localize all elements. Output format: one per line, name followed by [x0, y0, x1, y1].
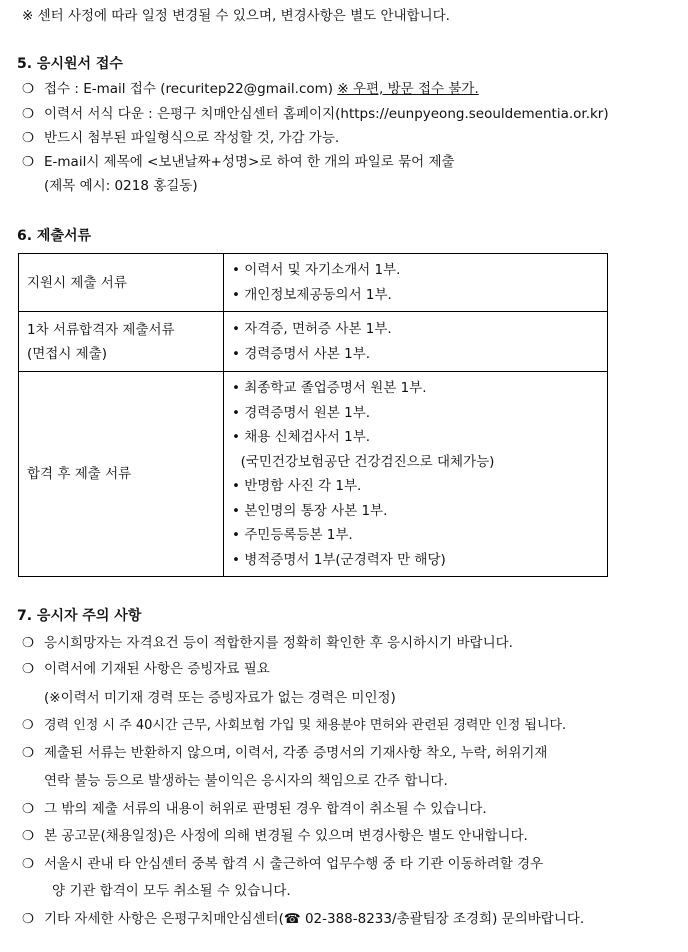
- row-items: • 이력서 및 자기소개서 1부. • 개인정보제공동의서 1부.: [224, 254, 608, 312]
- documents-table: [18, 253, 608, 577]
- table-row: [19, 312, 608, 372]
- section7-item-3: [22, 744, 547, 762]
- section5-title: 5. 응시원서 접수: [17, 56, 123, 72]
- section7-item-3-continuation: 연락 불능 등으로 발생하는 불이익은 응시자의 책임으로 간주 합니다.: [44, 773, 448, 789]
- row-items: • 자격증, 면허증 사본 1부. • 경력증명서 사본 1부.: [224, 312, 608, 372]
- circle-bullet-icon: ❍: [22, 856, 35, 872]
- circle-bullet-icon: ❍: [22, 635, 35, 651]
- item-text: 본 공고문(채용일정)은 사정에 의해 변경될 수 있으며 변경사항은 별도 안내합니다.: [44, 828, 528, 844]
- item-text: 응시희망자는 자격요건 등이 적합한지를 정확히 확인한 후 응시하시기 바랍니다.: [44, 635, 513, 651]
- table-row: [19, 254, 608, 312]
- circle-bullet-icon: ❍: [22, 828, 35, 844]
- section7-item-1: [22, 660, 270, 678]
- section7-item-1-continuation: (※이력서 미기재 경력 또는 증빙자료가 없는 경력은 미인정): [44, 690, 396, 706]
- circle-bullet-icon: ❍: [22, 106, 35, 122]
- item-text: 제출된 서류는 반환하지 않으며, 이력서, 각종 증명서의 기재사항 착오, 누락, 허위기재: [44, 745, 548, 761]
- section6-title: 6. 제출서류: [17, 228, 92, 244]
- section7-item-4: [22, 800, 487, 818]
- section5-item-3: [22, 153, 455, 171]
- circle-bullet-icon: ❍: [22, 81, 35, 97]
- item-text: 이력서 서식 다운 : 은평구 치매안심센터 홈페이지(https://eunpyeong.seouldementia.or.kr): [44, 106, 609, 122]
- item-text: 접수 : E-mail 접수 (recuritep22@gmail.com): [44, 81, 338, 97]
- circle-bullet-icon: ❍: [22, 801, 35, 817]
- no-mail-visit-note: ※ 우편, 방문 접수 불가.: [337, 81, 479, 97]
- circle-bullet-icon: ❍: [22, 154, 35, 170]
- item-text: E-mail시 제목에 <보낸날짜+성명>로 하여 한 개의 파일로 묶어 제출: [44, 154, 455, 170]
- section5-item-0: [22, 80, 479, 98]
- section7-item-7: [22, 910, 584, 928]
- row-label: 1차 서류합격자 제출서류 (면접시 제출): [19, 312, 224, 372]
- item-text: 서울시 관내 타 안심센터 중복 합격 시 출근하여 업무수행 중 타 기관 이동하려할 경우: [44, 856, 544, 872]
- section7-item-0: [22, 634, 513, 652]
- table-row: [19, 372, 608, 577]
- section7-item-5: [22, 827, 528, 845]
- section7-title: 7. 응시자 주의 사항: [17, 608, 142, 624]
- item-text: 그 밖의 제출 서류의 내용이 허위로 판명된 경우 합격이 취소될 수 있습니다.: [44, 801, 487, 817]
- item-text: 반드시 첨부된 파일형식으로 작성할 것, 가감 가능.: [44, 130, 340, 146]
- row-label: 지원시 제출 서류: [19, 254, 224, 312]
- circle-bullet-icon: ❍: [22, 911, 35, 927]
- row-label: 합격 후 제출 서류: [19, 372, 224, 577]
- section5-item-3-continuation: (제목 예시: 0218 홍길동): [44, 178, 198, 194]
- row-items: • 최종학교 졸업증명서 원본 1부. • 경력증명서 원본 1부. • 채용 신체검사서 1부. (국민건강보험공단 건강검진으로 대체가능) • 반명함 사진 각 1부. • 본인명의 통장 사본 1부. • 주민등록등본 1부. • 병적증명서 1부(군경력자 만 해당): [224, 372, 608, 577]
- schedule-notice: ※ 센터 사정에 따라 일정 변경될 수 있으며, 변경사항은 별도 안내합니다.: [22, 8, 450, 24]
- section7-item-2: [22, 717, 566, 735]
- section7-item-6: [22, 855, 543, 873]
- item-text: 경력 인정 시 주 40시간 근무, 사회보험 가입 및 채용분야 면허와 관련된 경력만 인정 됩니다.: [44, 718, 567, 733]
- circle-bullet-icon: ❍: [22, 130, 35, 146]
- section5-item-1: [22, 105, 609, 123]
- item-text: 기타 자세한 사항은 은평구치매안심센터(☎ 02-388-8233/총괄팀장 조경희) 문의바랍니다.: [44, 911, 585, 927]
- circle-bullet-icon: ❍: [22, 661, 35, 677]
- circle-bullet-icon: ❍: [22, 745, 35, 761]
- section7-item-6-continuation: 양 기관 합격이 모두 취소될 수 있습니다.: [52, 883, 291, 899]
- section5-item-2: [22, 129, 339, 147]
- item-text: 이력서에 기재된 사항은 증빙자료 필요: [44, 661, 270, 677]
- circle-bullet-icon: ❍: [22, 718, 34, 733]
